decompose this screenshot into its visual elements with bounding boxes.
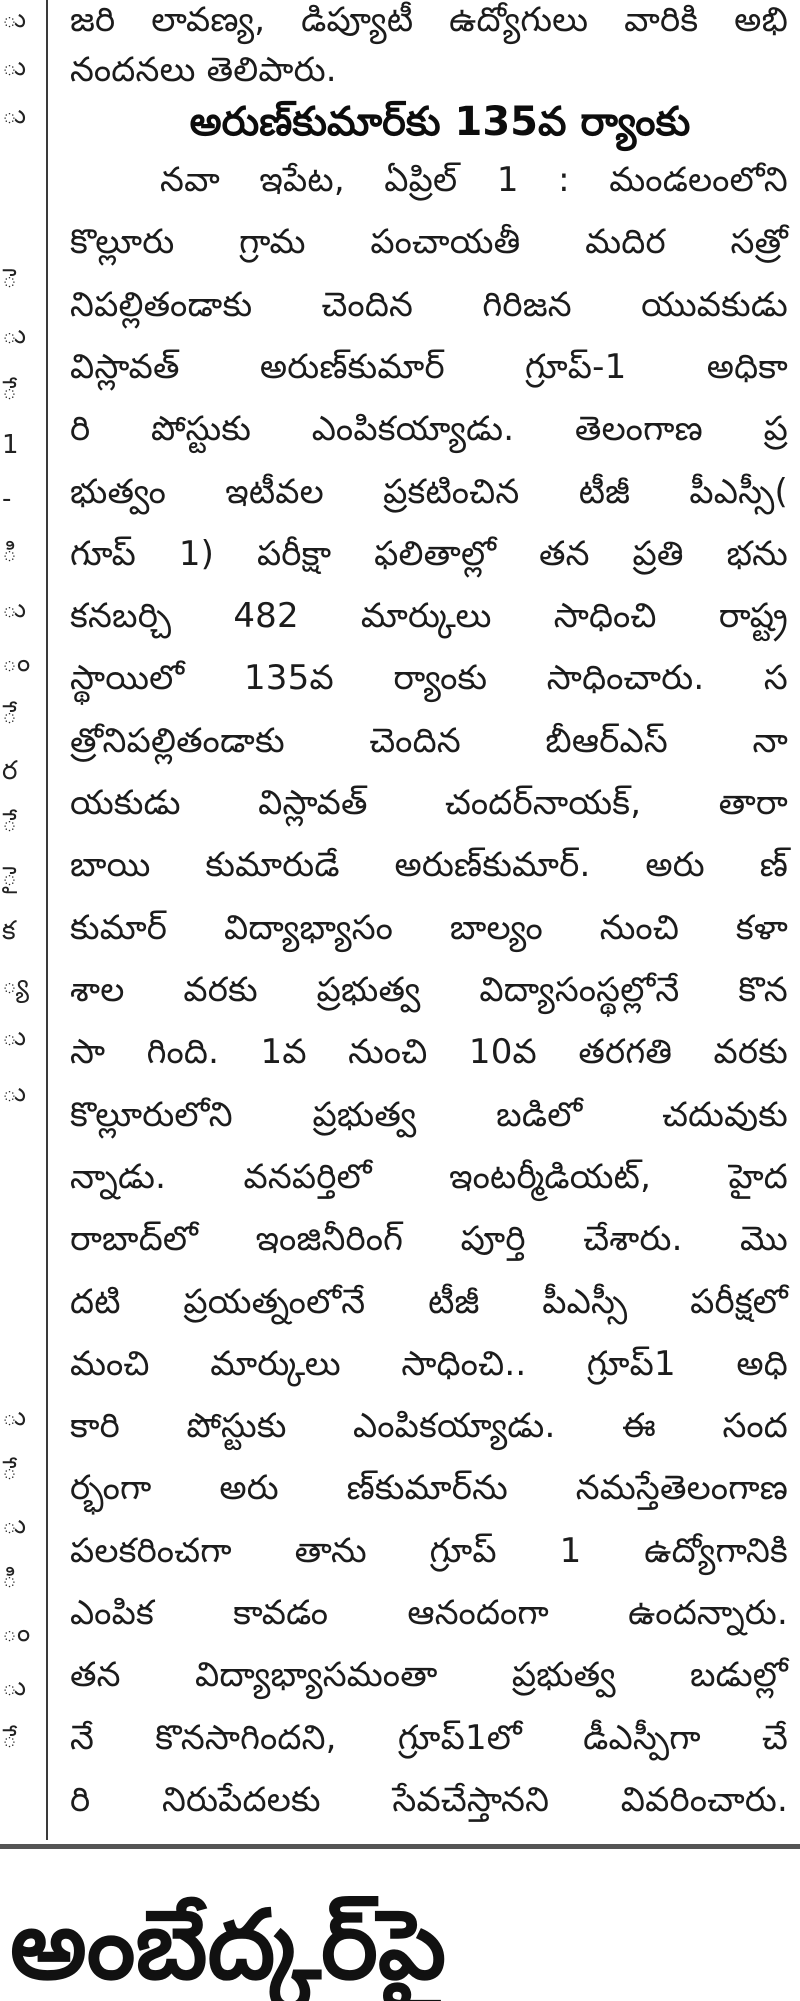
left-fragment: ం <box>2 1618 31 1648</box>
left-column-fragments <box>0 0 31 1845</box>
article-line: రాబాద్‌లో ఇంజినీరింగ్ పూర్తి చేశారు. మొ <box>70 1219 788 1259</box>
article-line: కుమార్ విద్యాభ్యాసం బాల్యం నుంచి కళా <box>70 908 788 948</box>
article-dateline: నవా ఇపేట, ఏప్రిల్ 1 : మండలంలోని <box>160 160 788 200</box>
article-line: గూప్ 1) పరీక్షా ఫలితాల్లో తన ప్రతి భను <box>70 534 788 574</box>
article-line: కొల్లూరు గ్రామ పంచాయతీ మదిర సత్రో <box>70 222 788 262</box>
article-line: విస్లావత్ అరుణ్‌కుమార్ గ్రూప్-1 అధికా <box>70 347 788 387</box>
article-line: కొల్లూరులోని ప్రభుత్వ బడిలో చదువుకు <box>70 1095 788 1135</box>
left-fragment: ు <box>2 4 27 34</box>
article-line: బాయి కుమారుడే అరుణ్‌కుమార్. అరు ణ్ <box>70 845 788 885</box>
article-line: దటి ప్రయత్నంలోనే టీజీ పీఎస్సీ పరీక్షలో <box>70 1282 788 1322</box>
left-fragment: ు <box>2 100 27 130</box>
article-line: మంచి మార్కులు సాధించి.. గ్రూప్1 అధి <box>70 1344 788 1384</box>
left-fragment: ే <box>2 1724 18 1754</box>
left-fragment: క <box>2 916 16 946</box>
left-fragment: - <box>2 484 12 514</box>
left-fragment: ే <box>2 1456 18 1486</box>
left-fragment: ు <box>2 1078 27 1108</box>
left-fragment: ు <box>2 1402 27 1432</box>
left-fragment: ే <box>2 700 18 730</box>
article-line: సా గింది. 1వ నుంచి 10వ తరగతి వరకు <box>70 1032 788 1072</box>
article-line: ర్భంగా అరు ణ్‌కుమార్‌ను నమస్తేతెలంగాణ <box>70 1468 788 1508</box>
next-article-headline: అంబేద్కర్‌పై <box>10 1889 447 2001</box>
article-line: జరి లావణ్య, డిప్యూటీ ఉద్యోగులు వారికి అభి <box>70 0 788 40</box>
left-fragment: ే <box>2 808 18 838</box>
article-line: పలకరించగా తాను గ్రూప్ 1 ఉద్యోగానికి <box>70 1531 788 1571</box>
article-line: న్నాడు. వనపర్తిలో ఇంటర్మీడియట్, హైద <box>70 1157 788 1197</box>
left-fragment: ు <box>2 52 27 82</box>
article-line: నే కొనసాగిందని, గ్రూప్1లో డీఎస్పీగా చే <box>70 1718 788 1758</box>
article-line: నందనలు తెలిపారు. <box>70 50 337 90</box>
left-fragment: ి <box>2 538 18 568</box>
article-headline: అరుణ్‌కుమార్‌కు 135వ ర్యాంకు <box>189 99 691 145</box>
left-fragment: ు <box>2 1022 27 1052</box>
article-line: భుత్వం ఇటీవల ప్రకటించిన టీజీ పీఎస్సీ( <box>70 472 788 512</box>
column-divider <box>46 0 48 1840</box>
left-fragment: ు <box>2 594 27 624</box>
left-fragment: ు <box>2 1510 27 1540</box>
left-fragment: ై <box>2 862 18 892</box>
left-fragment: 1 <box>2 430 19 460</box>
left-fragment: ర <box>2 756 18 786</box>
article-line: త్రోనిపల్లితండాకు చెందిన బీఆర్ఎస్ నా <box>70 721 788 761</box>
section-divider <box>0 1844 800 1849</box>
article-line: ఎంపిక కావడం ఆనందంగా ఉందన్నారు. <box>70 1593 788 1633</box>
left-fragment: ్య <box>2 970 29 1000</box>
article-line: రి నిరుపేదలకు సేవచేస్తానని వివరించారు. <box>70 1780 788 1820</box>
article-line: శాల వరకు ప్రభుత్వ విద్యాసంస్థల్లోనే కొన <box>70 970 788 1010</box>
left-fragment: ి <box>2 1564 18 1594</box>
article-line: కారి పోస్టుకు ఎంపికయ్యాడు. ఈ సంద <box>70 1406 788 1446</box>
left-fragment: ం <box>2 648 31 678</box>
left-fragment: ు <box>2 1672 27 1702</box>
article-line: స్థాయిలో 135వ ర్యాంకు సాధించారు. స <box>70 658 788 698</box>
article-line: యకుడు విస్లావత్ చందర్‌నాయక్, తారా <box>70 783 788 823</box>
left-fragment: ె <box>2 264 18 294</box>
left-fragment: ే <box>2 376 18 406</box>
article-column <box>70 0 788 1845</box>
article-line: రి పోస్టుకు ఎంపికయ్యాడు. తెలంగాణ ప్ర <box>70 409 788 449</box>
left-fragment: ు <box>2 320 27 350</box>
article-line: నిపల్లితండాకు చెందిన గిరిజన యువకుడు <box>70 285 788 325</box>
article-line: తన విద్యాభ్యాసమంతా ప్రభుత్వ బడుల్లో <box>70 1655 788 1695</box>
article-line: కనబర్చి 482 మార్కులు సాధించి రాష్ట్ర <box>70 596 788 636</box>
